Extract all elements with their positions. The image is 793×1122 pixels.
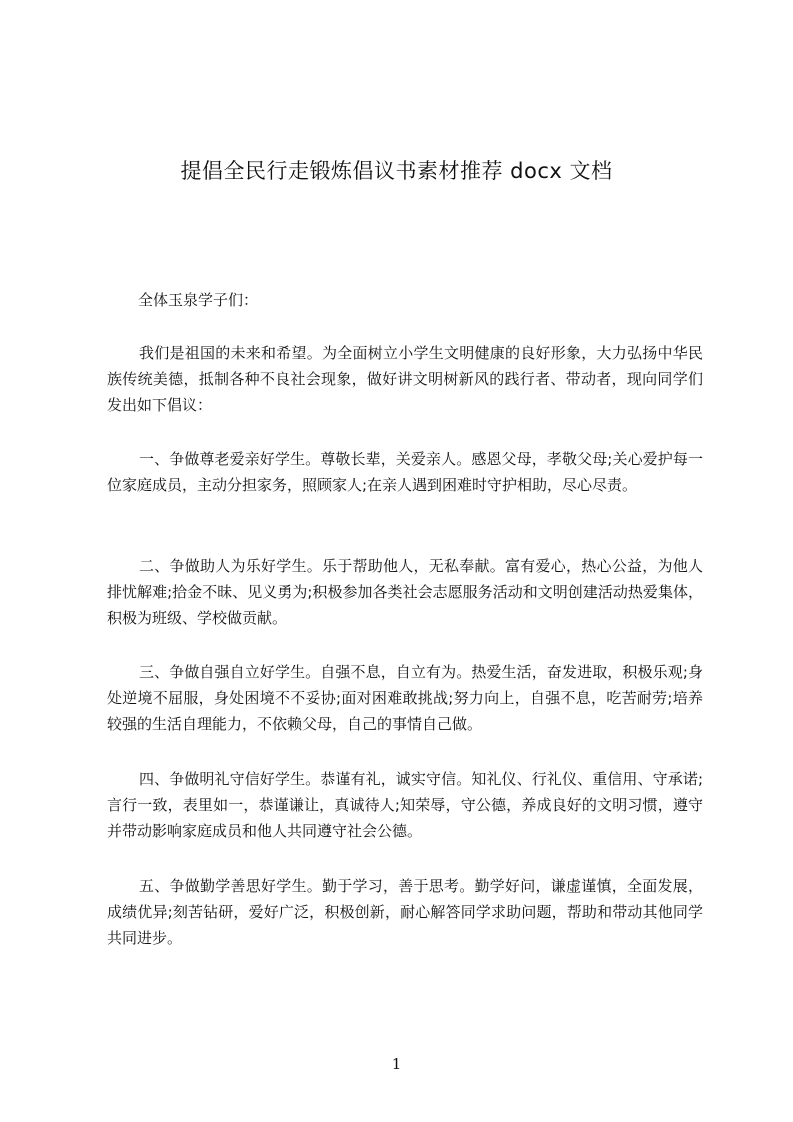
proposal-item-5: 五、争做勤学善思好学生。勤于学习，善于思考。勤学好问，谦虚谨慎，全面发展，成绩优异;刻苦钻研，爱好广泛，积极创新，耐心解答同学求助问题，帮助和带动其他同学共同进步。	[107, 877, 703, 947]
proposal-item-4: 四、争做明礼守信好学生。恭谨有礼，诚实守信。知礼仪、行礼仪、重信用、守承诺;言行一致，表里如一，恭谨谦让，真诚待人;知荣辱，守公德，养成良好的文明习惯，遵守并带动影响家庭成员和他人共同遵守社会公德。	[107, 770, 703, 840]
document-title: 提倡全民行走锻炼倡议书素材推荐 docx 文档	[180, 159, 613, 184]
proposal-item-3: 三、争做自强自立好学生。自强不息，自立有为。热爱生活，奋发进取，积极乐观;身处逆境不屈服，身处困境不不妥协;面对困难敢挑战;努力向上，自强不息，吃苦耐劳;培养较强的生活自理能力，不依赖父母，自己的事情自己做。	[107, 663, 703, 733]
intro-paragraph: 我们是祖国的未来和希望。为全面树立小学生文明健康的良好形象，大力弘扬中华民族传统美德，抵制各种不良社会现象，做好讲文明树新风的践行者、带动者，现向同学们发出如下倡议：	[107, 344, 703, 414]
page-number: 1	[391, 1055, 402, 1073]
proposal-item-1: 一、争做尊老爱亲好学生。尊敬长辈，关爱亲人。感恩父母，孝敬父母;关心爱护每一位家庭成员，主动分担家务，照顾家人;在亲人遇到困难时守护相助，尽心尽责。	[107, 450, 703, 494]
salutation: 全体玉泉学子们：	[138, 291, 259, 309]
proposal-item-2: 二、争做助人为乐好学生。乐于帮助他人，无私奉献。富有爱心，热心公益，为他人排忧解难;拾金不昧、见义勇为;积极参加各类社会志愿服务活动和文明创建活动热爱集体，积极为班级、学校做贡献。	[107, 557, 703, 627]
